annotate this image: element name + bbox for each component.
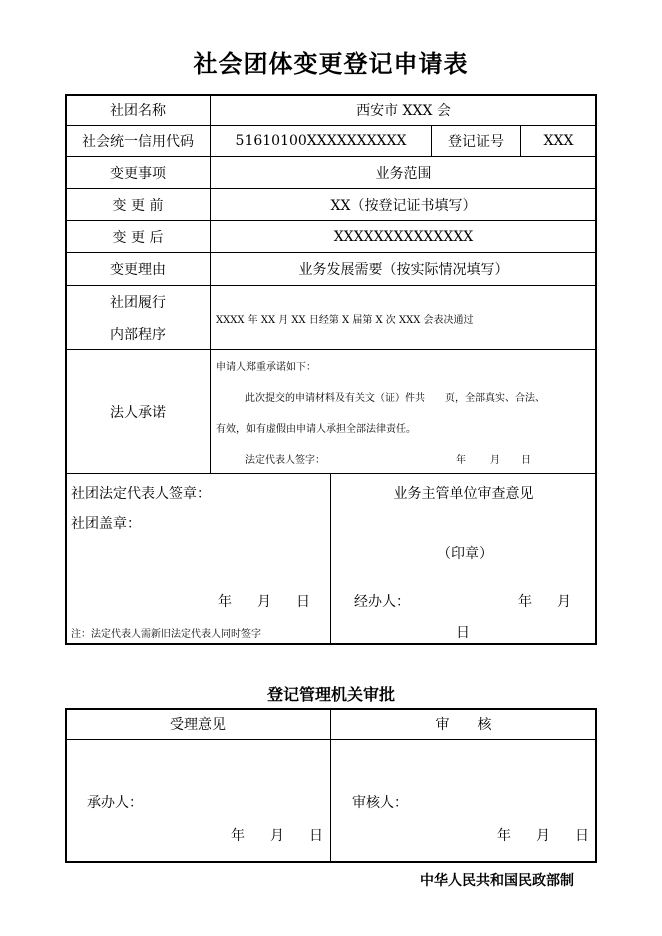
- issuer-footer: 中华人民共和国民政部制: [420, 873, 574, 889]
- row-divider: [66, 285, 596, 286]
- approval-right-month: 月: [536, 828, 550, 844]
- procedure-value: XXXX 年 XX 月 XX 日经第 X 届第 X 次 XXX 会表决通过: [216, 315, 474, 326]
- reg-number-label: 登记证号: [448, 134, 504, 150]
- procedure-label-line2: 内部程序: [110, 327, 166, 343]
- review-header: 审 核: [435, 717, 492, 733]
- change-item-label: 变更事项: [110, 165, 166, 182]
- signature-note: 注：法定代表人需新旧法定代表人同时签字: [71, 629, 261, 640]
- after-change-value: XXXXXXXXXXXXXX: [333, 228, 474, 245]
- before-change-label: 变 更 前: [112, 197, 164, 214]
- org-seal-label: 社团盖章：: [71, 516, 141, 532]
- commitment-year: 年: [456, 455, 466, 466]
- rep-sign-label: 社团法定代表人签章：: [71, 486, 211, 502]
- reg-number-value: XXX: [543, 133, 574, 149]
- approval-right-year: 年: [497, 828, 511, 844]
- credit-code-label: 社会统一信用代码: [82, 134, 194, 150]
- commitment-month: 月: [490, 455, 500, 466]
- row-divider: [66, 473, 596, 474]
- org-name-label: 社团名称: [110, 103, 166, 119]
- approval-left-day: 日: [309, 828, 323, 844]
- right-day: 日: [456, 625, 470, 641]
- org-name-value: 西安市 XXX 会: [356, 103, 451, 119]
- commitment-line-2: 此次提交的申请材料及有关文（证）件共 页，全部真实、合法、: [245, 393, 545, 404]
- procedure-label-line1: 社团履行: [110, 295, 166, 311]
- commitment-day: 日: [521, 455, 531, 466]
- supervisor-review-title: 业务主管单位审查意见: [393, 486, 534, 502]
- commitment-line-3: 有效，如有虚假由申请人承担全部法律责任。: [216, 424, 416, 435]
- approval-left-year: 年: [231, 828, 245, 844]
- left-day: 日: [296, 594, 310, 610]
- handler-label: 经办人：: [354, 594, 410, 610]
- commitment-label: 法人承诺: [110, 404, 166, 421]
- reviewer-label: 审核人：: [352, 795, 408, 811]
- change-reason-value: 业务发展需要（按实际情况填写）: [298, 262, 509, 278]
- legal-rep-signature-label: 法定代表人签字：: [245, 455, 325, 466]
- undertaker-label: 承办人：: [87, 795, 143, 811]
- commitment-line-1: 申请人郑重承诺如下：: [216, 362, 316, 373]
- before-change-value: XX（按登记证书填写）: [330, 197, 477, 214]
- page-title: 社会团体变更登记申请表: [193, 49, 469, 78]
- approval-title: 登记管理机关审批: [266, 685, 395, 704]
- change-reason-label: 变更理由: [110, 262, 166, 278]
- credit-code-value: 51610100XXXXXXXXXX: [235, 133, 407, 149]
- after-change-label: 变 更 后: [112, 229, 164, 246]
- right-month: 月: [557, 594, 571, 610]
- approval-right-day: 日: [575, 828, 589, 844]
- left-year: 年: [218, 594, 232, 610]
- change-item-value: 业务范围: [375, 165, 432, 182]
- approval-left-month: 月: [270, 828, 284, 844]
- approval-header-divider: [66, 739, 596, 740]
- accept-opinion-header: 受理意见: [170, 717, 226, 733]
- left-month: 月: [257, 594, 271, 610]
- right-year: 年: [518, 594, 532, 610]
- supervisor-seal: （印章）: [437, 546, 493, 562]
